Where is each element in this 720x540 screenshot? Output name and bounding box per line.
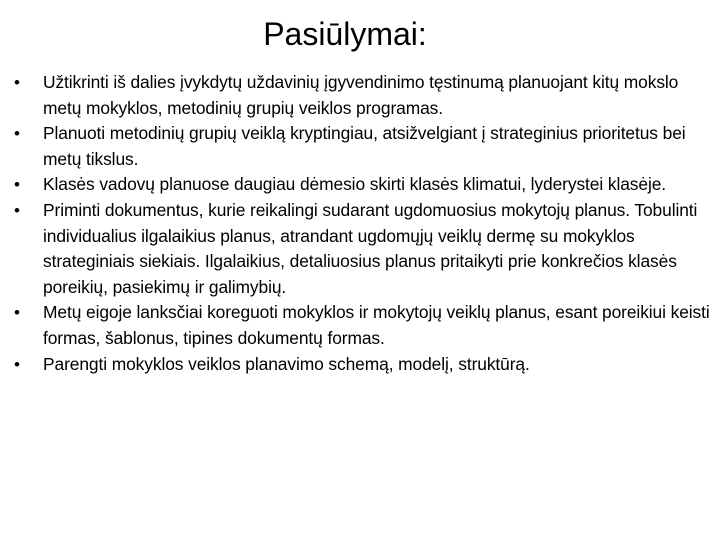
list-item xyxy=(0,172,720,198)
list-item xyxy=(0,300,720,351)
list-item-text: Planuoti metodinių grupių veiklą kryptingiau, atsižvelgiant į strateginius prioritetus bei metų tikslus. xyxy=(43,123,686,169)
bullet-icon: • xyxy=(14,73,20,92)
list-item xyxy=(0,198,720,300)
bullet-icon: • xyxy=(14,175,20,195)
bullet-icon: • xyxy=(14,303,20,323)
bullet-icon: • xyxy=(14,354,20,374)
list-item-text: Metų eigoje lanksčiai koreguoti mokyklos ir mokytojų veiklų planus, esant poreikiui keisti formas, šablonus, tipines dokumentų formas. xyxy=(43,302,710,348)
list-item xyxy=(0,352,720,378)
proposal-list xyxy=(0,70,720,377)
bullet-icon: • xyxy=(14,124,20,144)
list-item xyxy=(0,70,720,121)
bullet-icon: • xyxy=(14,200,20,220)
list-item-text: Klasės vadovų planuose daugiau dėmesio skirti klasės klimatui, lyderystei klasėje. xyxy=(43,174,667,195)
list-item-text: Priminti dokumentus, kurie reikalingi sudarant ugdomuosius mokytojų planus. Tobulinti individualius ilgalaikius planus, atrandant ugdomųjų veiklų dermę su mokyklos strateginiais siekiais. Ilgalaikius, detaliuosius planus pritaikyti prie konkrečios klasės poreikių, pasiekimų ir galimybių. xyxy=(43,199,698,297)
list-item-text: Užtikrinti iš dalies įvykdytų uždavinių įgyvendinimo tęstinumą planuojant kitų mokslo metų mokyklos, metodinių grupių veiklos programas. xyxy=(43,72,679,118)
slide-title: Pasiūlymai: xyxy=(263,16,427,52)
list-item xyxy=(0,121,720,172)
list-item-text: Parengti mokyklos veiklos planavimo schemą, modelį, struktūrą. xyxy=(43,353,530,374)
